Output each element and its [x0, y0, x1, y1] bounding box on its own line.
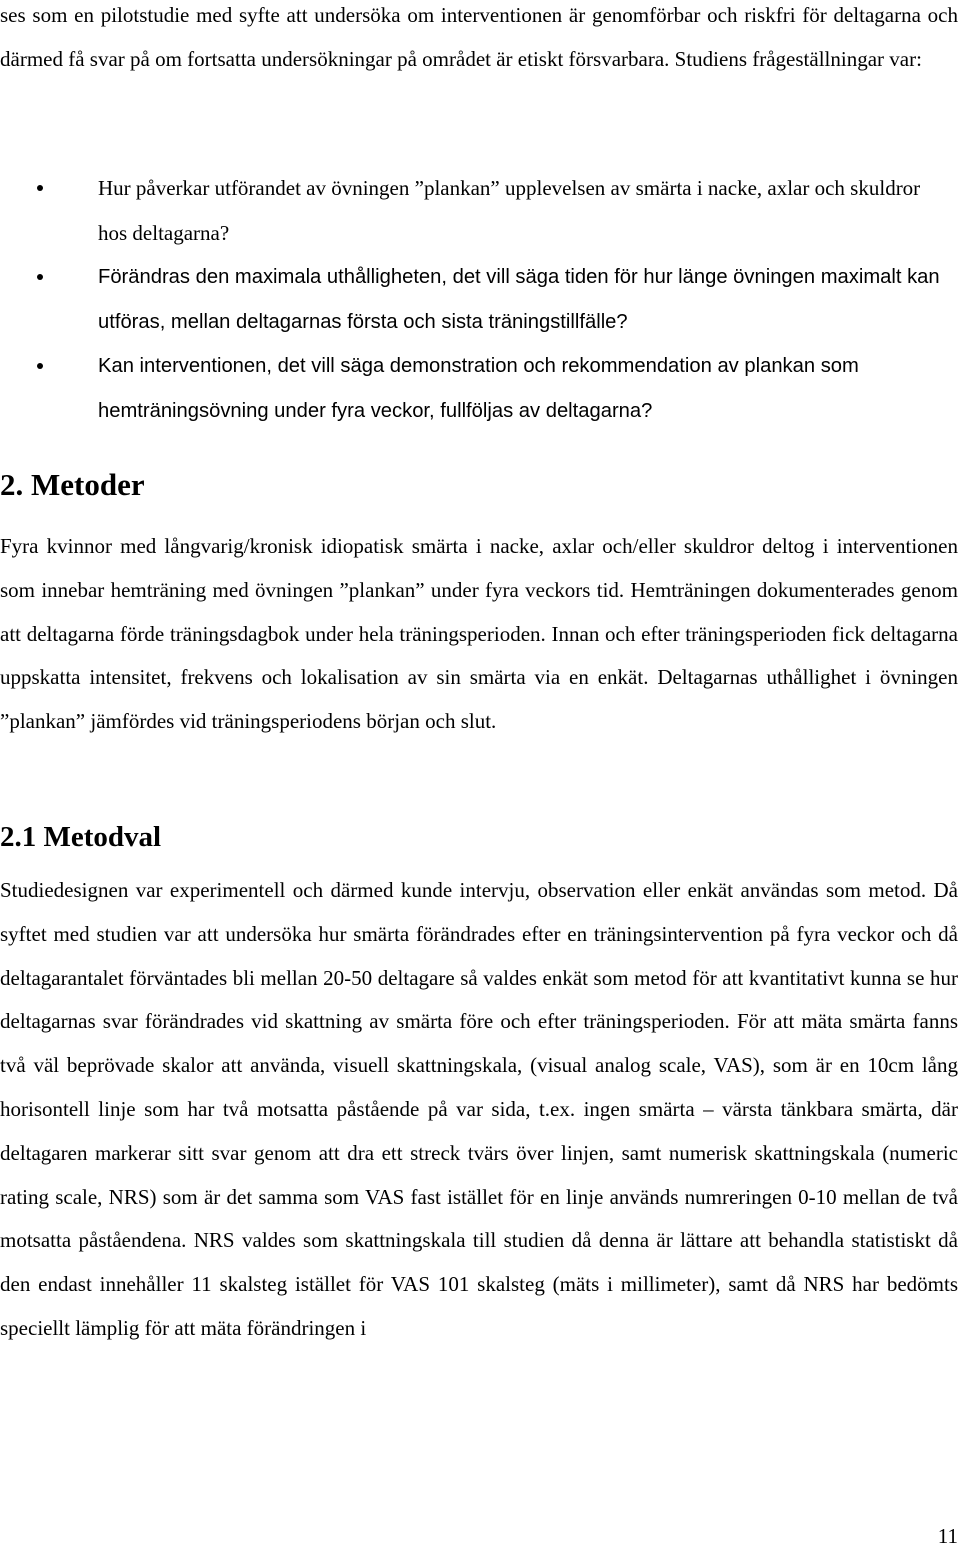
bullet-icon: [37, 363, 43, 369]
section-heading-metoder: 2. Metoder: [0, 467, 145, 502]
research-question-2: [0, 255, 940, 344]
metoder-paragraph: Fyra kvinnor med långvarig/kronisk idiopatisk smärta i nacke, axlar och/eller skuldror deltog i interventionen som innebar hemträning med övningen ”plankan” under fyra veckors tid. Hemträningen dokumenterades genom att deltagarna förde träningsdagbok under hela träningsperioden. Innan och efter träningsperioden fick deltagarna uppskatta intensitet, frekvens och lokalisation av sin smärta via en enkät. Deltagarnas uthållighet i övningen ”plankan” jämfördes vid träningsperiodens början och slut.: [0, 534, 958, 734]
research-question-text: Hur påverkar utförandet av övningen ”plankan” upplevelsen av smärta i nacke, axlar och skuldror hos deltagarna?: [98, 176, 921, 245]
intro-paragraph: ses som en pilotstudie med syfte att undersöka om interventionen är genomförbar och riskfri för deltagarna och därmed få svar på om fortsatta undersökningar på området är etiskt försvarbara. Studiens frågeställningar var:: [0, 3, 958, 71]
bullet-icon: [37, 274, 43, 280]
research-question-text: Kan interventionen, det vill säga demonstration och rekommendation av plankan som hemträningsövning under fyra veckor, fullföljas av deltagarna?: [98, 355, 859, 422]
research-question-1: [0, 166, 940, 255]
metodval-paragraph: Studiedesignen var experimentell och därmed kunde intervju, observation eller enkät användas som metod. Då syftet med studien var att undersöka hur smärta förändrades efter en träningsintervention på fyra veckor och då deltagarantalet förväntades bli mellan 20-50 deltagare så valdes enkät som metod för att kvantitativt kunna se hur deltagarnas svar förändrades vid skattning av smärta före och efter träningsperioden. För att mäta smärta fanns två väl beprövade skalor att använda, visuell skattningskala, (visual analog scale, VAS), som är en 10cm lång horisontell linje som har två motsatta påstående på var sida, t.ex. ingen smärta – värsta tänkbara smärta, där deltagaren markerar sitt svar genom att dra ett streck tvärs över linjen, samt numerisk skattningskala (numeric rating scale, NRS) som är det samma som VAS fast istället för en linje används numreringen 0-10 mellan de två motsatta påståendena. NRS valdes som skattningskala till studien då denna är lättare att behandla statistiskt då den endast innehåller 11 skalsteg istället för VAS 101 skalsteg (mäts i millimeter), samt då NRS har bedömts speciellt lämplig för att mäta förändringen i: [0, 878, 958, 1340]
page-number: 11: [937, 1524, 958, 1548]
research-question-text: Förändras den maximala uthålligheten, det vill säga tiden för hur länge övningen maximalt kan utföras, mellan deltagarnas första och sista träningstillfälle?: [98, 266, 940, 333]
research-questions-list: [0, 166, 940, 433]
research-question-3: [0, 344, 940, 433]
bullet-icon: [37, 185, 43, 191]
section-heading-metodval: 2.1 Metodval: [0, 821, 162, 853]
